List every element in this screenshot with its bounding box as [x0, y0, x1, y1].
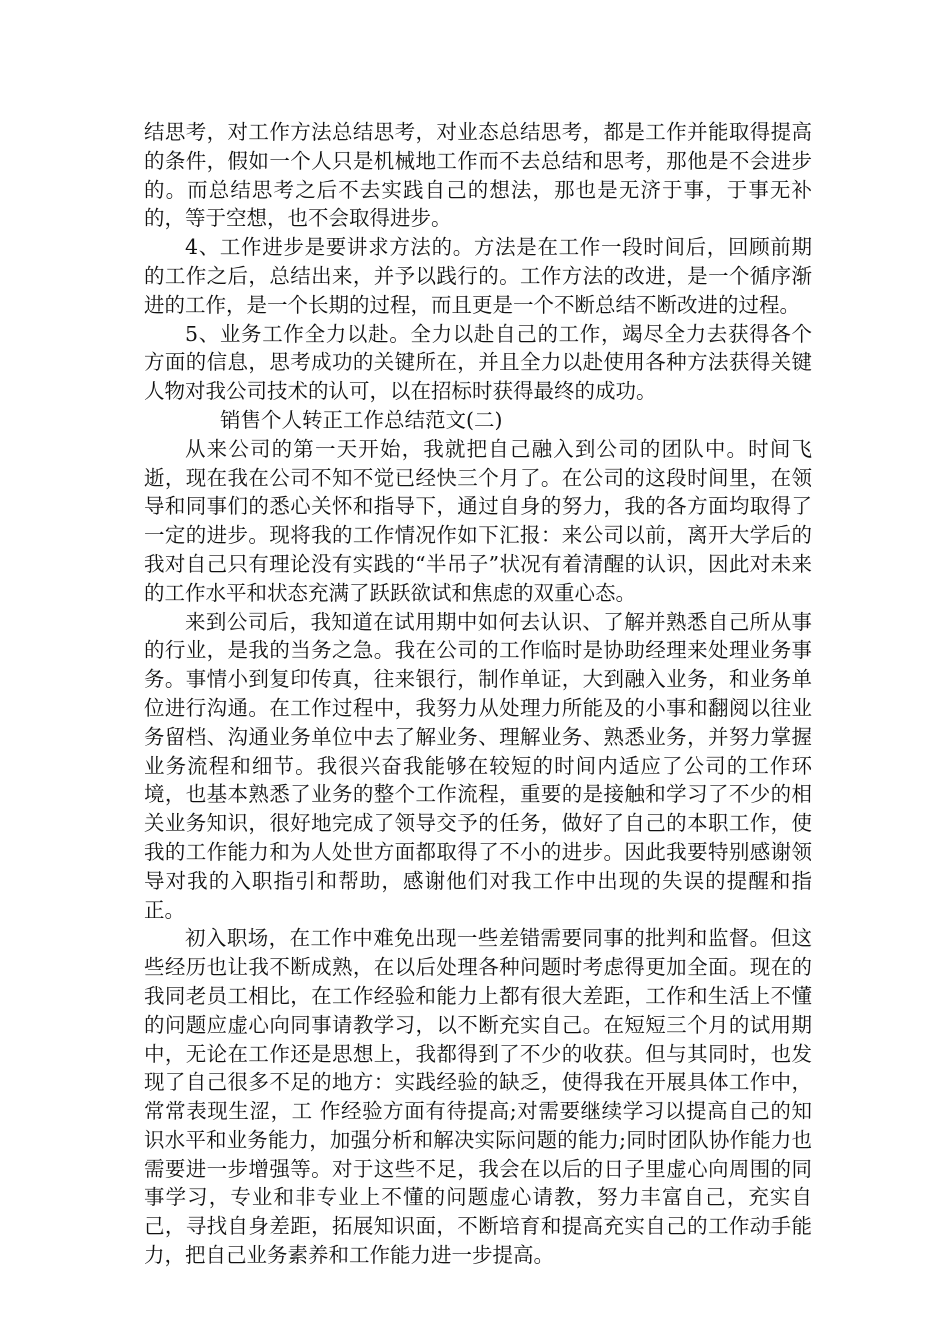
paragraph-intro: 从来公司的第一天开始，我就把自己融入到公司的团队中。时间飞逝，现在我在公司不知不觉已经快三个月了。在公司的这段时间里，在领导和同事们的悉心关怀和指导下，通过自身的努力，我的各方面均取得了一定的进步。现将我的工作情况作如下汇报：来公司以前，离开大学后的我对自己只有理论没有实践的“半吊子”状况有着清醒的认识，因此对未来的工作水平和状态充满了跃跃欲试和焦虑的双重心态。	[144, 436, 812, 605]
paragraph-point-5: 5、业务工作全力以赴。全力以赴自己的工作，竭尽全力去获得各个方面的信息，思考成功的关键所在，并且全力以赴使用各种方法获得关键人物对我公司技术的认可，以在招标时获得最终的成功。	[144, 321, 812, 404]
document-page	[144, 118, 812, 1270]
section-heading: 销售个人转正工作总结范文(二)	[220, 407, 503, 432]
paragraph-reflection: 初入职场，在工作中难免出现一些差错需要同事的批判和监督。但这些经历也让我不断成熟，在以后处理各种问题时考虑得更加全面。现在的我同老员工相比，在工作经验和能力上都有很大差距，工作和生活上不懂的问题应虚心向同事请教学习，以不断充实自己。在短短三个月的试用期中，无论在工作还是思想上，我都得到了不少的收获。但与其同时，也发现了自己很多不足的地方：实践经验的缺乏，使得我在开展具体工作中，常常表现生涩，工 作经验方面有待提高;对需要继续学习以提高自己的知识水平和业务能力，加强分析和解决实际问题的能力;同时团队协作能力也需要进一步增强等。对于这些不足，我会在以后的日子里虚心向周围的同事学习，专业和非专业上不懂的问题虚心请教，努力丰富自己，充实自己，寻找自身差距，拓展知识面，不断培育和提高充实自己的工作动手能力，把自己业务素养和工作能力进一步提高。	[144, 926, 812, 1268]
paragraph-point-4: 4、工作进步是要讲求方法的。方法是在工作一段时间后，回顾前期的工作之后，总结出来，并予以践行的。工作方法的改进，是一个循序渐进的工作，是一个长期的过程，而且更是一个不断总结不断改进的过程。	[144, 235, 812, 317]
paragraph-continuation: 结思考，对工作方法总结思考，对业态总结思考，都是工作并能取得提高的条件，假如一个人只是机械地工作而不去总结和思考，那他是不会进步的。而总结思考之后不去实践自己的想法，那也是无济于事，于事无补的，等于空想，也不会取得进步。	[144, 120, 812, 231]
paragraph-work-experience: 来到公司后，我知道在试用期中如何去认识、了解并熟悉自己所从事的行业，是我的当务之急。我在公司的工作临时是协助经理来处理业务事务。事情小到复印传真，往来银行，制作单证，大到融入业务，和业务单位进行沟通。在工作过程中，我努力从处理力所能及的小事和翻阅以往业务留档、沟通业务单位中去了解业务、理解业务、熟悉业务，并努力掌握业务流程和细节。我很兴奋我能够在较短的时间内适应了公司的工作环境，也基本熟悉了业务的整个工作流程，重要的是接触和学习了不少的相关业务知识，很好地完成了领导交予的任务，做好了自己的本职工作，使我的工作能力和为人处世方面都取得了不小的进步。因此我要特别感谢领导对我的入职指引和帮助，感谢他们对我工作中出现的失误的提醒和指正。	[144, 609, 812, 922]
